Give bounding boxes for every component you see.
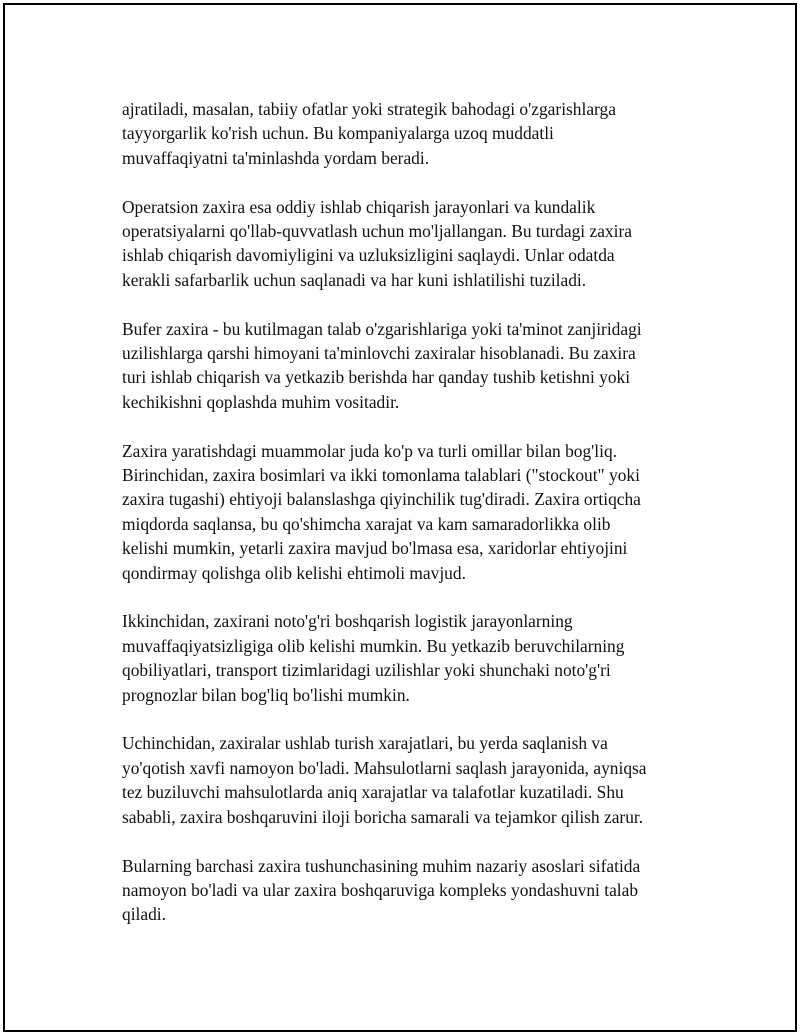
paragraph: Ikkinchidan, zaxirani noto'g'ri boshqarish logistik jarayonlarning muvaffaqiyatsizligiga olib kelishi mumkin. Bu yetkazib beruvchilarning qobiliyatlari, transport tizimlaridagi uzilishlar yoki shunchaki noto'g'ri prognozlar bilan bog'liq bo'lishi mumkin. (122, 611, 625, 705)
paragraph: Operatsion zaxira esa oddiy ishlab chiqarish jarayonlari va kundalik operatsiyalarni qo'llab-quvvatlash uchun mo'ljallangan. Bu turdagi zaxira ishlab chiqarish davomiyligini va uzluksizligini saqlaydi. Unlar odatda kerakli safarbarlik uchun saqlanadi va har kuni ishlatilishi tuziladi. (122, 196, 632, 290)
paragraph: Bularning barchasi zaxira tushunchasining muhim nazariy asoslari sifatida namoyon bo'ladi va ular zaxira boshqaruviga kompleks yondashuvni talab qiladi. (122, 855, 641, 925)
paragraph: Uchinchidan, zaxiralar ushlab turish xarajatlari, bu yerda saqlanish va yo'qotish xavfi namoyon bo'ladi. Mahsulotlarni saqlash jarayonida, ayniqsa tez buziluvchi mahsulotlarda aniq xarajatlar va talafotlar kuzatiladi. Shu sababli, zaxira boshqaruvini iloji boricha samarali va tejamkor qilish zarur. (122, 733, 647, 827)
document-body (122, 97, 692, 951)
paragraph: ajratiladi, masalan, tabiiy ofatlar yoki strategik bahodagi o'zgarishlarga tayyorgarlik ko'rish uchun. Bu kompaniyalarga uzoq muddatli muvaffaqiyatni ta'minlashda yordam beradi. (122, 99, 616, 168)
paragraph: Zaxira yaratishdagi muammolar juda ko'p va turli omillar bilan bog'liq. Birinchidan, zaxira bosimlari va ikki tomonlama talablari ("stockout" yoki zaxira tugashi) ehtiyoji balanslashga qiyinchilik tug'diradi. Zaxira ortiqcha miqdorda saqlansa, bu qo'shimcha xarajat va kam samaradorlikka olib kelishi mumkin, yetarli zaxira mavjud bo'lmasa esa, xaridorlar ehtiyojini qondirmay qolishga olib kelishi ehtimoli mavjud. (122, 440, 641, 583)
page-frame (3, 3, 797, 1032)
paragraph: Bufer zaxira - bu kutilmagan talab o'zgarishlariga yoki ta'minot zanjiridagi uzilishlarga qarshi himoyani ta'minlovchi zaxiralar hisoblanadi. Bu zaxira turi ishlab chiqarish va yetkazib berishda har qanday tushib ketishni yoki kechikishni qoplashda muhim vositadir. (122, 318, 642, 412)
